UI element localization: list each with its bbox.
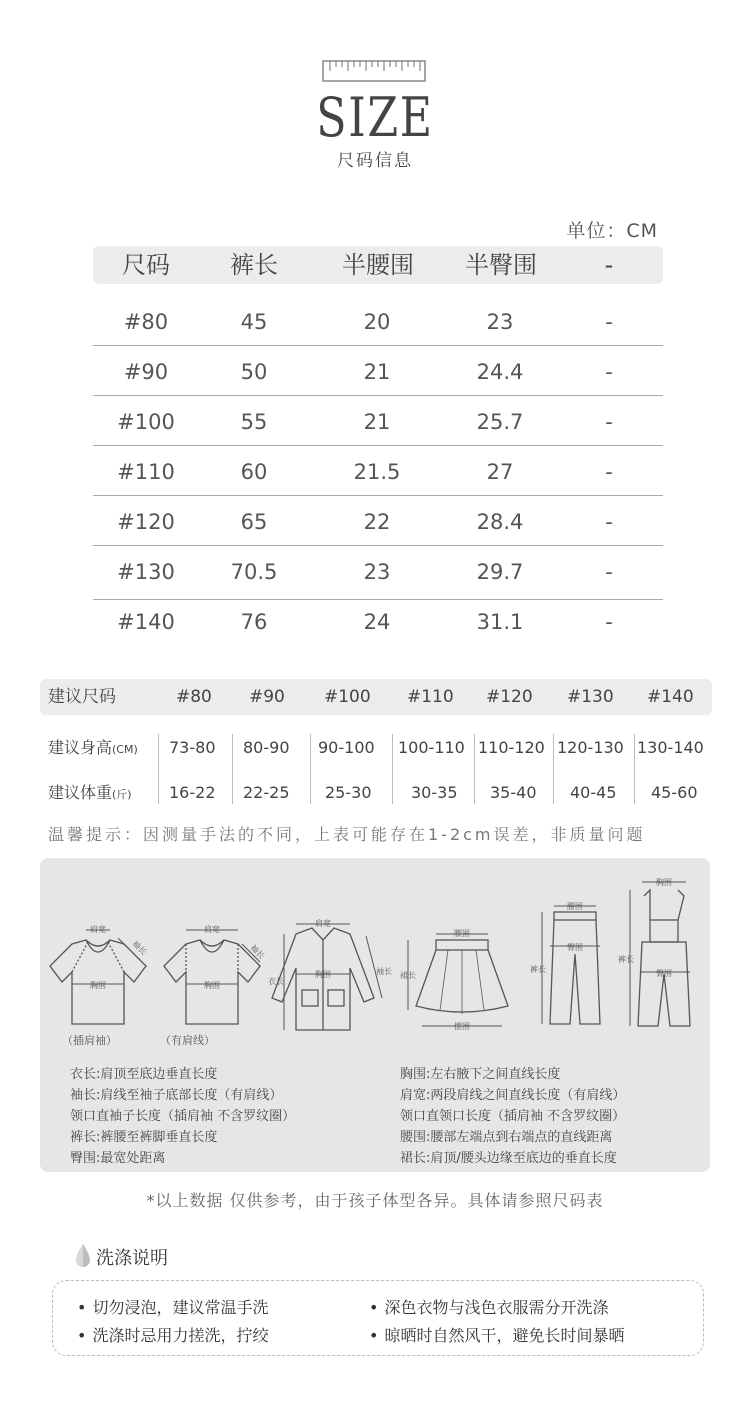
size-cell: #130 <box>567 687 614 707</box>
height-cell: 120-130 <box>557 738 624 757</box>
weight-label-text: 建议体重 <box>48 783 113 802</box>
tip-text: 温馨提示：因测量手法的不同，上表可能存在1-2cm误差，非质量问题 <box>48 825 646 844</box>
water-drop-icon <box>74 1243 92 1269</box>
chest-label: 胸围 <box>656 878 672 887</box>
column-divider <box>158 734 159 804</box>
unit-label: 单位：CM <box>566 220 658 242</box>
weight-cell: 45-60 <box>651 783 698 802</box>
suggest-size-label: 建议尺码 <box>48 687 116 707</box>
size-cell: #120 <box>486 687 533 707</box>
cell: #120 <box>117 510 175 534</box>
overalls-figure <box>616 876 708 1032</box>
weight-cell: 30-35 <box>411 783 458 802</box>
height-cell: 73-80 <box>169 738 216 757</box>
cell: 21.5 <box>353 460 401 484</box>
definition-left: 裤长:裤腰至裤脚垂直长度 <box>70 1130 218 1145</box>
size-cell: #140 <box>647 687 694 707</box>
sleeve-label: 袖长 <box>248 943 267 961</box>
row-divider <box>93 495 663 496</box>
height-label-text: 建议身高 <box>48 738 113 757</box>
cell: - <box>605 610 613 634</box>
length-label: 衣长 <box>268 977 284 986</box>
cell: 65 <box>240 510 268 534</box>
column-divider <box>310 734 311 804</box>
definition-right: 胸围:左右腋下之间直线长度 <box>400 1067 561 1082</box>
weight-cell: 16-22 <box>169 783 216 802</box>
hip-label: 臀围 <box>567 943 583 952</box>
weight-cell: 40-45 <box>570 783 617 802</box>
row-divider <box>93 345 663 346</box>
cell: - <box>605 310 613 334</box>
col-header: 半臀围 <box>465 251 537 279</box>
cell: 29.7 <box>476 560 524 584</box>
table-row <box>93 397 663 447</box>
cell: #80 <box>123 310 169 334</box>
cell: 45 <box>240 310 268 334</box>
cell: 23 <box>486 310 514 334</box>
chest-label: 胸围 <box>204 981 220 990</box>
weight-cell: 35-40 <box>490 783 537 802</box>
height-cell: 130-140 <box>637 738 704 757</box>
height-cell: 110-120 <box>478 738 545 757</box>
cell: #90 <box>123 360 169 384</box>
ruler-icon <box>322 60 426 82</box>
col-header: 尺码 <box>122 251 170 279</box>
definition-right: 裙长:肩顶/腰头边缘至底边的垂直长度 <box>400 1151 617 1166</box>
weight-row <box>40 775 712 811</box>
col-header: 裤长 <box>230 251 278 279</box>
cell: 20 <box>363 310 391 334</box>
chest-label: 胸围 <box>315 970 331 979</box>
weight-label <box>48 775 132 811</box>
cell: 24.4 <box>476 360 524 384</box>
weight-unit: (斤) <box>112 788 132 801</box>
cell: 28.4 <box>476 510 524 534</box>
shoulder-label: 肩宽 <box>204 925 220 934</box>
cell: #110 <box>117 460 175 484</box>
definition-left: 臀围:最宽处距离 <box>70 1151 166 1166</box>
suggest-table-header <box>40 679 712 715</box>
cell: 76 <box>240 610 268 634</box>
col-header: - <box>604 251 614 279</box>
cell: 55 <box>240 410 268 434</box>
cell: 23 <box>363 560 391 584</box>
row-divider <box>93 395 663 396</box>
jacket-figure <box>254 918 392 1038</box>
washing-title: 洗涤说明 <box>96 1248 168 1269</box>
sleeve-label: 袖长 <box>130 939 149 957</box>
col-header: 半腰围 <box>342 251 414 279</box>
raglan-tee-figure <box>42 920 154 1030</box>
cell: 60 <box>240 460 268 484</box>
skirt-length-label: 裙长 <box>400 971 416 980</box>
reference-note: *以上数据 仅供参考，由于孩子体型各异。具体请参照尺码表 <box>146 1191 604 1210</box>
pants-length-label: 裤长 <box>618 955 634 964</box>
table-row <box>93 597 663 647</box>
pants-figure <box>528 902 610 1032</box>
size-title: SIZE <box>316 86 434 149</box>
column-divider <box>392 734 393 804</box>
washing-item: • 切勿浸泡，建议常温手洗 <box>77 1295 268 1318</box>
waist-label: 腰围 <box>454 929 470 938</box>
cell: #130 <box>117 560 175 584</box>
cell: 24 <box>363 610 391 634</box>
cell: - <box>605 560 613 584</box>
size-table-header <box>93 246 663 284</box>
height-label <box>48 730 138 766</box>
sleeve-label: 袖长 <box>376 967 392 976</box>
definition-left: 领口直袖子长度（插肩袖 不含罗纹圈） <box>70 1109 296 1124</box>
row-divider <box>93 445 663 446</box>
cell: 27 <box>486 460 514 484</box>
size-cell: #80 <box>176 687 212 707</box>
size-cell: #100 <box>324 687 371 707</box>
cell: 25.7 <box>476 410 524 434</box>
size-cell: #110 <box>407 687 454 707</box>
cell: 22 <box>363 510 391 534</box>
cell: 31.1 <box>476 610 524 634</box>
column-divider <box>474 734 475 804</box>
table-row <box>93 447 663 497</box>
cell: - <box>605 360 613 384</box>
cell: #140 <box>117 610 175 634</box>
table-row <box>93 497 663 547</box>
chest-label: 胸围 <box>90 981 106 990</box>
cell: #100 <box>117 410 175 434</box>
height-cell: 100-110 <box>398 738 465 757</box>
definition-right: 腰围:腰部左端点到右端点的直线距离 <box>400 1130 613 1145</box>
raglan-caption: （插肩袖） <box>62 1034 117 1047</box>
column-divider <box>553 734 554 804</box>
cell: - <box>605 460 613 484</box>
weight-cell: 25-30 <box>325 783 372 802</box>
washing-item: • 深色衣物与浅色衣服需分开洗涤 <box>369 1295 608 1318</box>
set-in-caption: （有肩线） <box>160 1034 215 1047</box>
definition-left: 衣长:肩顶至底边垂直长度 <box>70 1067 218 1082</box>
pants-length-label: 裤长 <box>530 965 546 974</box>
height-cell: 80-90 <box>243 738 290 757</box>
waist-label: 腰围 <box>567 902 583 911</box>
cell: 70.5 <box>230 560 278 584</box>
cell: 21 <box>363 410 391 434</box>
height-cell: 90-100 <box>318 738 375 757</box>
washing-instructions-box <box>52 1280 704 1356</box>
measurement-panel <box>40 858 710 1172</box>
definition-left: 袖长:肩线至袖子底部长度（有肩线） <box>70 1088 283 1103</box>
cell: 21 <box>363 360 391 384</box>
height-unit: (CM) <box>112 743 138 756</box>
size-cell: #90 <box>249 687 285 707</box>
row-divider <box>93 545 663 546</box>
height-row <box>40 730 712 766</box>
table-row <box>93 297 663 347</box>
washing-item: • 洗涤时忌用力搓洗，拧绞 <box>77 1323 268 1346</box>
shoulder-label: 肩宽 <box>90 925 106 934</box>
weight-cell: 22-25 <box>243 783 290 802</box>
column-divider <box>634 734 635 804</box>
size-subtitle: 尺码信息 <box>337 151 413 171</box>
skirt-figure <box>398 922 528 1034</box>
shoulder-label: 肩宽 <box>315 919 331 928</box>
column-divider <box>232 734 233 804</box>
cell: - <box>605 510 613 534</box>
cell: 50 <box>240 360 268 384</box>
set-in-tee-figure <box>156 920 268 1030</box>
definition-right: 领口直领口长度（插肩袖 不含罗纹圈） <box>400 1109 626 1124</box>
hip-label: 臀围 <box>656 969 672 978</box>
washing-item: • 晾晒时自然风干，避免长时间暴晒 <box>369 1323 624 1346</box>
table-row <box>93 547 663 597</box>
hem-label: 摆围 <box>454 1022 470 1031</box>
cell: - <box>605 410 613 434</box>
definition-right: 肩宽:两段肩线之间直线长度（有肩线） <box>400 1088 626 1103</box>
table-row <box>93 347 663 397</box>
